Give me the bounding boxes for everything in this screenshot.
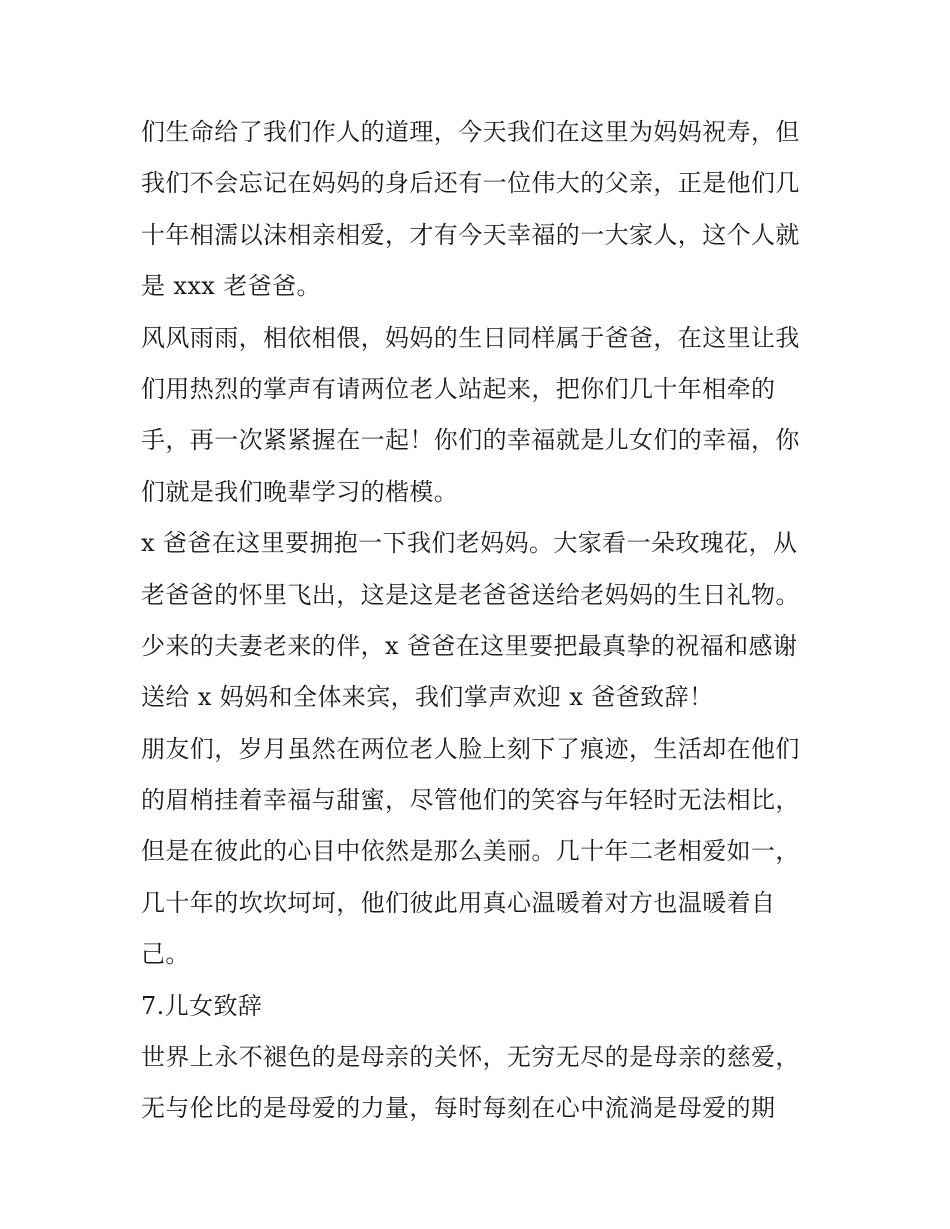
section-heading: 7.儿女致辞	[141, 991, 263, 1020]
text-line: 们用热烈的掌声有请两位老人站起来，把你们几十年相牵的	[141, 374, 776, 403]
text-line: x 爸爸在这里要拥抱一下我们老妈妈。大家看一朵玫瑰花，从	[141, 529, 798, 558]
text-line: 手，再一次紧紧握在一起！你们的幸福就是儿女们的幸福，你	[141, 426, 800, 455]
text-line: 无与伦比的是母爱的力量，每时每刻在心中流淌是母爱的期	[141, 1094, 776, 1123]
text-line: 十年相濡以沫相亲相爱，才有今天幸福的一大家人，这个人就	[141, 220, 800, 249]
text-line: 老爸爸的怀里飞出，这是这是老爸爸送给老妈妈的生日礼物。	[141, 580, 800, 609]
document-body	[141, 107, 821, 1135]
text-line: 们生命给了我们作人的道理，今天我们在这里为妈妈祝寿，但	[141, 118, 800, 146]
text-line: 们就是我们晚辈学习的楷模。	[141, 477, 459, 506]
text-line: 的眉梢挂着幸福与甜蜜，尽管他们的笑容与年轻时无法相比，	[141, 786, 800, 815]
text-line: 送给 x 妈妈和全体来宾，我们掌声欢迎 x 爸爸致辞！	[141, 683, 714, 712]
text-line: 几十年的坎坎坷坷，他们彼此用真心温暖着对方也温暖着自	[141, 888, 776, 917]
text-line: 我们不会忘记在妈妈的身后还有一位伟大的父亲，正是他们几	[141, 169, 800, 198]
text-line: 朋友们，岁月虽然在两位老人脸上刻下了痕迹，生活却在他们	[141, 734, 800, 763]
text-line: 风风雨雨，相依相偎，妈妈的生日同样属于爸爸，在这里让我	[141, 323, 800, 352]
text-line: 己。	[141, 940, 190, 969]
text-line: 少来的夫妻老来的伴，x 爸爸在这里要把最真挚的祝福和感谢	[141, 631, 798, 660]
text-line: 但是在彼此的心目中依然是那么美丽。几十年二老相爱如一，	[141, 837, 800, 866]
text-line: 是 xxx 老爸爸。	[141, 272, 321, 301]
text-line: 世界上永不褪色的是母亲的关怀，无穷无尽的是母亲的慈爱，	[141, 1043, 800, 1072]
